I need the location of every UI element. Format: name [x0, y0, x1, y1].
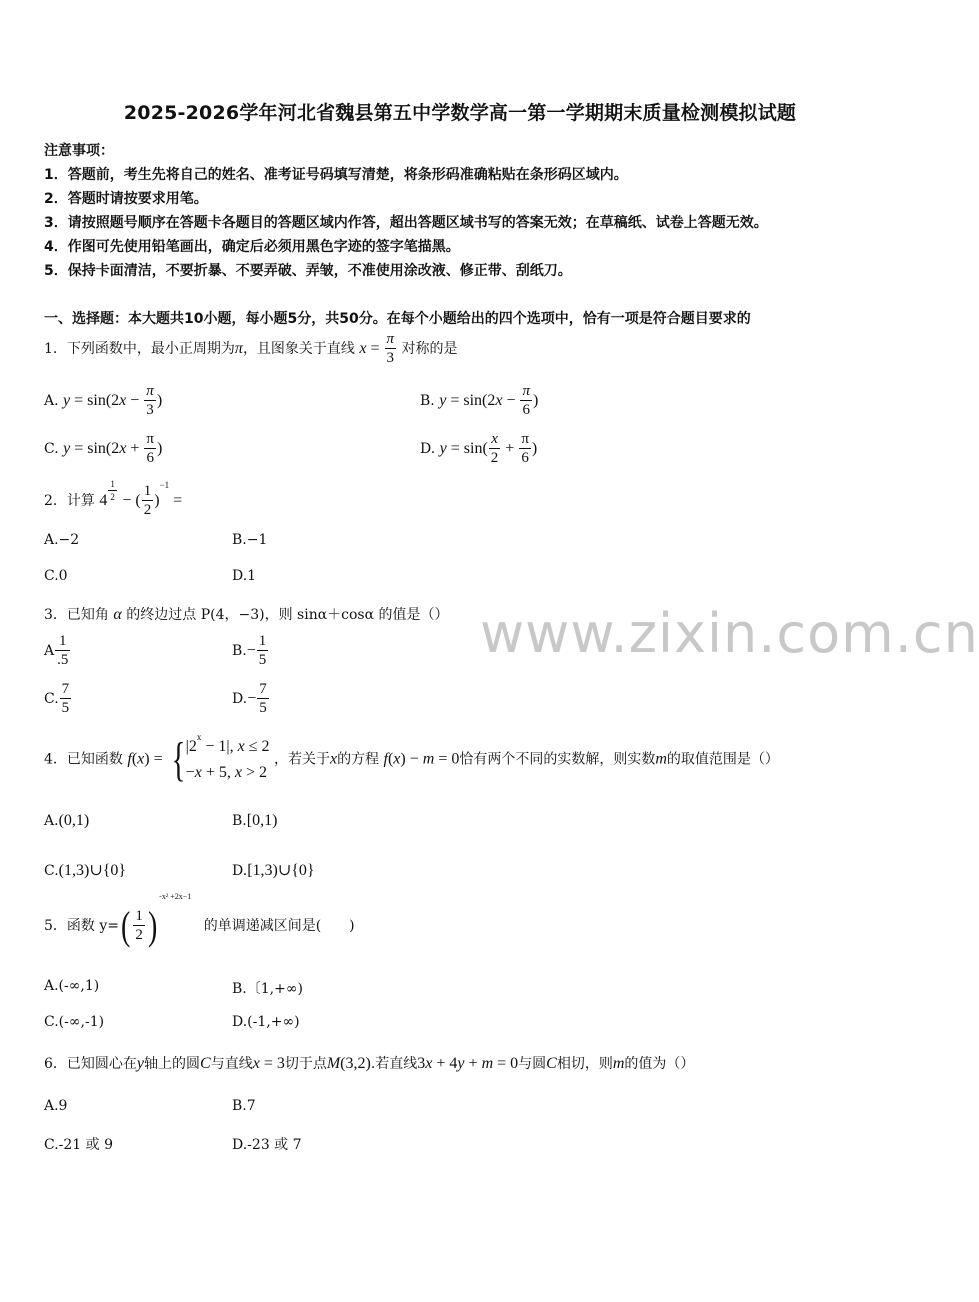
q5-option-d[interactable]: D.(-1,+∞)	[232, 1014, 300, 1030]
section-heading: 一、选择题：本大题共10小题，每小题5分，共50分。在每个小题给出的四个选项中，恰有一项是符合题目要求的	[44, 311, 751, 327]
question-4: 4．已知函数 f(x) = { $|2^x - 1|$, x ≤ 2 −x + 5, x > 2 ，若关于x的方程 f(x) − m = 0恰有两个不同的实数解，则实数m的取值范围是（）	[44, 732, 779, 786]
page-title: 2025-2026学年河北省魏县第五中学数学高一第一学期期末质量检测模拟试题	[123, 102, 797, 124]
q2-option-c[interactable]: C.0	[44, 568, 68, 584]
q3-option-d[interactable]: D.− $\frac{7}{5}$	[232, 681, 267, 716]
q5-option-b[interactable]: B.〔1,+∞)	[232, 981, 303, 997]
q6-option-c[interactable]: C.-21 或 9	[44, 1137, 114, 1153]
watermark-text: www.zixin.com.cn	[480, 602, 979, 665]
note-item: 4．作图可先使用铅笔画出，确定后必须用黑色字迹的签字笔描黑。	[44, 239, 460, 255]
note-item: 1．答题前，考生先将自己的姓名、准考证号码填写清楚，将条形码准确粘贴在条形码区域内。	[44, 167, 628, 183]
question-1: 1．下列函数中，最小正周期为π，且图象关于直线 x = $\frac{\pi}{3}$ 对称的是	[44, 331, 458, 366]
q4-option-b[interactable]: B.[0,1)	[232, 812, 278, 829]
q3-option-a[interactable]: A $\frac{1}{.5}$	[44, 633, 69, 668]
q2-option-b[interactable]: B.−1	[232, 532, 268, 548]
q4-option-d[interactable]: D.[1,3)∪{0}	[232, 862, 315, 879]
q1-option-b[interactable]: B. y = sin(2x − $\frac{\pi}{6}$ )	[420, 383, 539, 418]
q1-option-d[interactable]: D. y = sin( $\frac{x}{2}$ + $\frac{\pi}{6}$ )	[420, 431, 538, 466]
q2-option-d[interactable]: D.1	[232, 568, 257, 584]
q3-option-b[interactable]: B.− $\frac{1}{5}$	[232, 633, 267, 668]
question-6: 6．已知圆心在y轴上的圆C与直线x = 3切于点M(3,2).若直线3x + 4y + m = 0与圆C相切，则m的值为（）	[44, 1055, 695, 1072]
q2-option-a[interactable]: A.−2	[44, 532, 80, 548]
q4-option-a[interactable]: A.(0,1)	[44, 812, 90, 829]
note-item: 3．请按照题号顺序在答题卡各题目的答题区域内作答，超出答题区域书写的答案无效；在草稿纸、试卷上答题无效。	[44, 215, 768, 231]
q6-option-b[interactable]: B.7	[232, 1098, 256, 1114]
q5-option-c[interactable]: C.(-∞,-1)	[44, 1014, 105, 1030]
q6-option-a[interactable]: A.9	[44, 1098, 68, 1114]
q1-option-c[interactable]: C. y = sin(2x + $\frac{\pi}{6}$ )	[44, 431, 163, 466]
q5-option-a[interactable]: A.(-∞,1)	[44, 978, 100, 994]
question-5: 5．函数 y=( $\frac{1}{2}$ )$^{-x^2 +2x-1}$ 的单调递减区间是( )	[44, 892, 355, 948]
q6-option-d[interactable]: D.-23 或 7	[232, 1137, 302, 1153]
notes-heading: 注意事项：	[44, 143, 114, 159]
q3-option-c[interactable]: C. $\frac{7}{5}$	[44, 681, 70, 716]
question-2: 2．计算 4 $^{\frac{1}{2}}$ − ( $\frac{1}{2}$ )$^{-1}$ =	[44, 479, 183, 518]
question-3: 3．已知角 α 的终边过点 P(4，−3)，则 sinα＋cosα 的值是（）	[44, 606, 449, 623]
q1-option-a[interactable]: A. y = sin(2x − $\frac{\pi}{3}$ )	[44, 383, 163, 418]
note-item: 2．答题时请按要求用笔。	[44, 191, 208, 207]
note-item: 5．保持卡面清洁，不要折暴、不要弄破、弄皱，不准使用涂改液、修正带、刮纸刀。	[44, 263, 572, 279]
q4-option-c[interactable]: C.(1,3)∪{0}	[44, 862, 127, 879]
